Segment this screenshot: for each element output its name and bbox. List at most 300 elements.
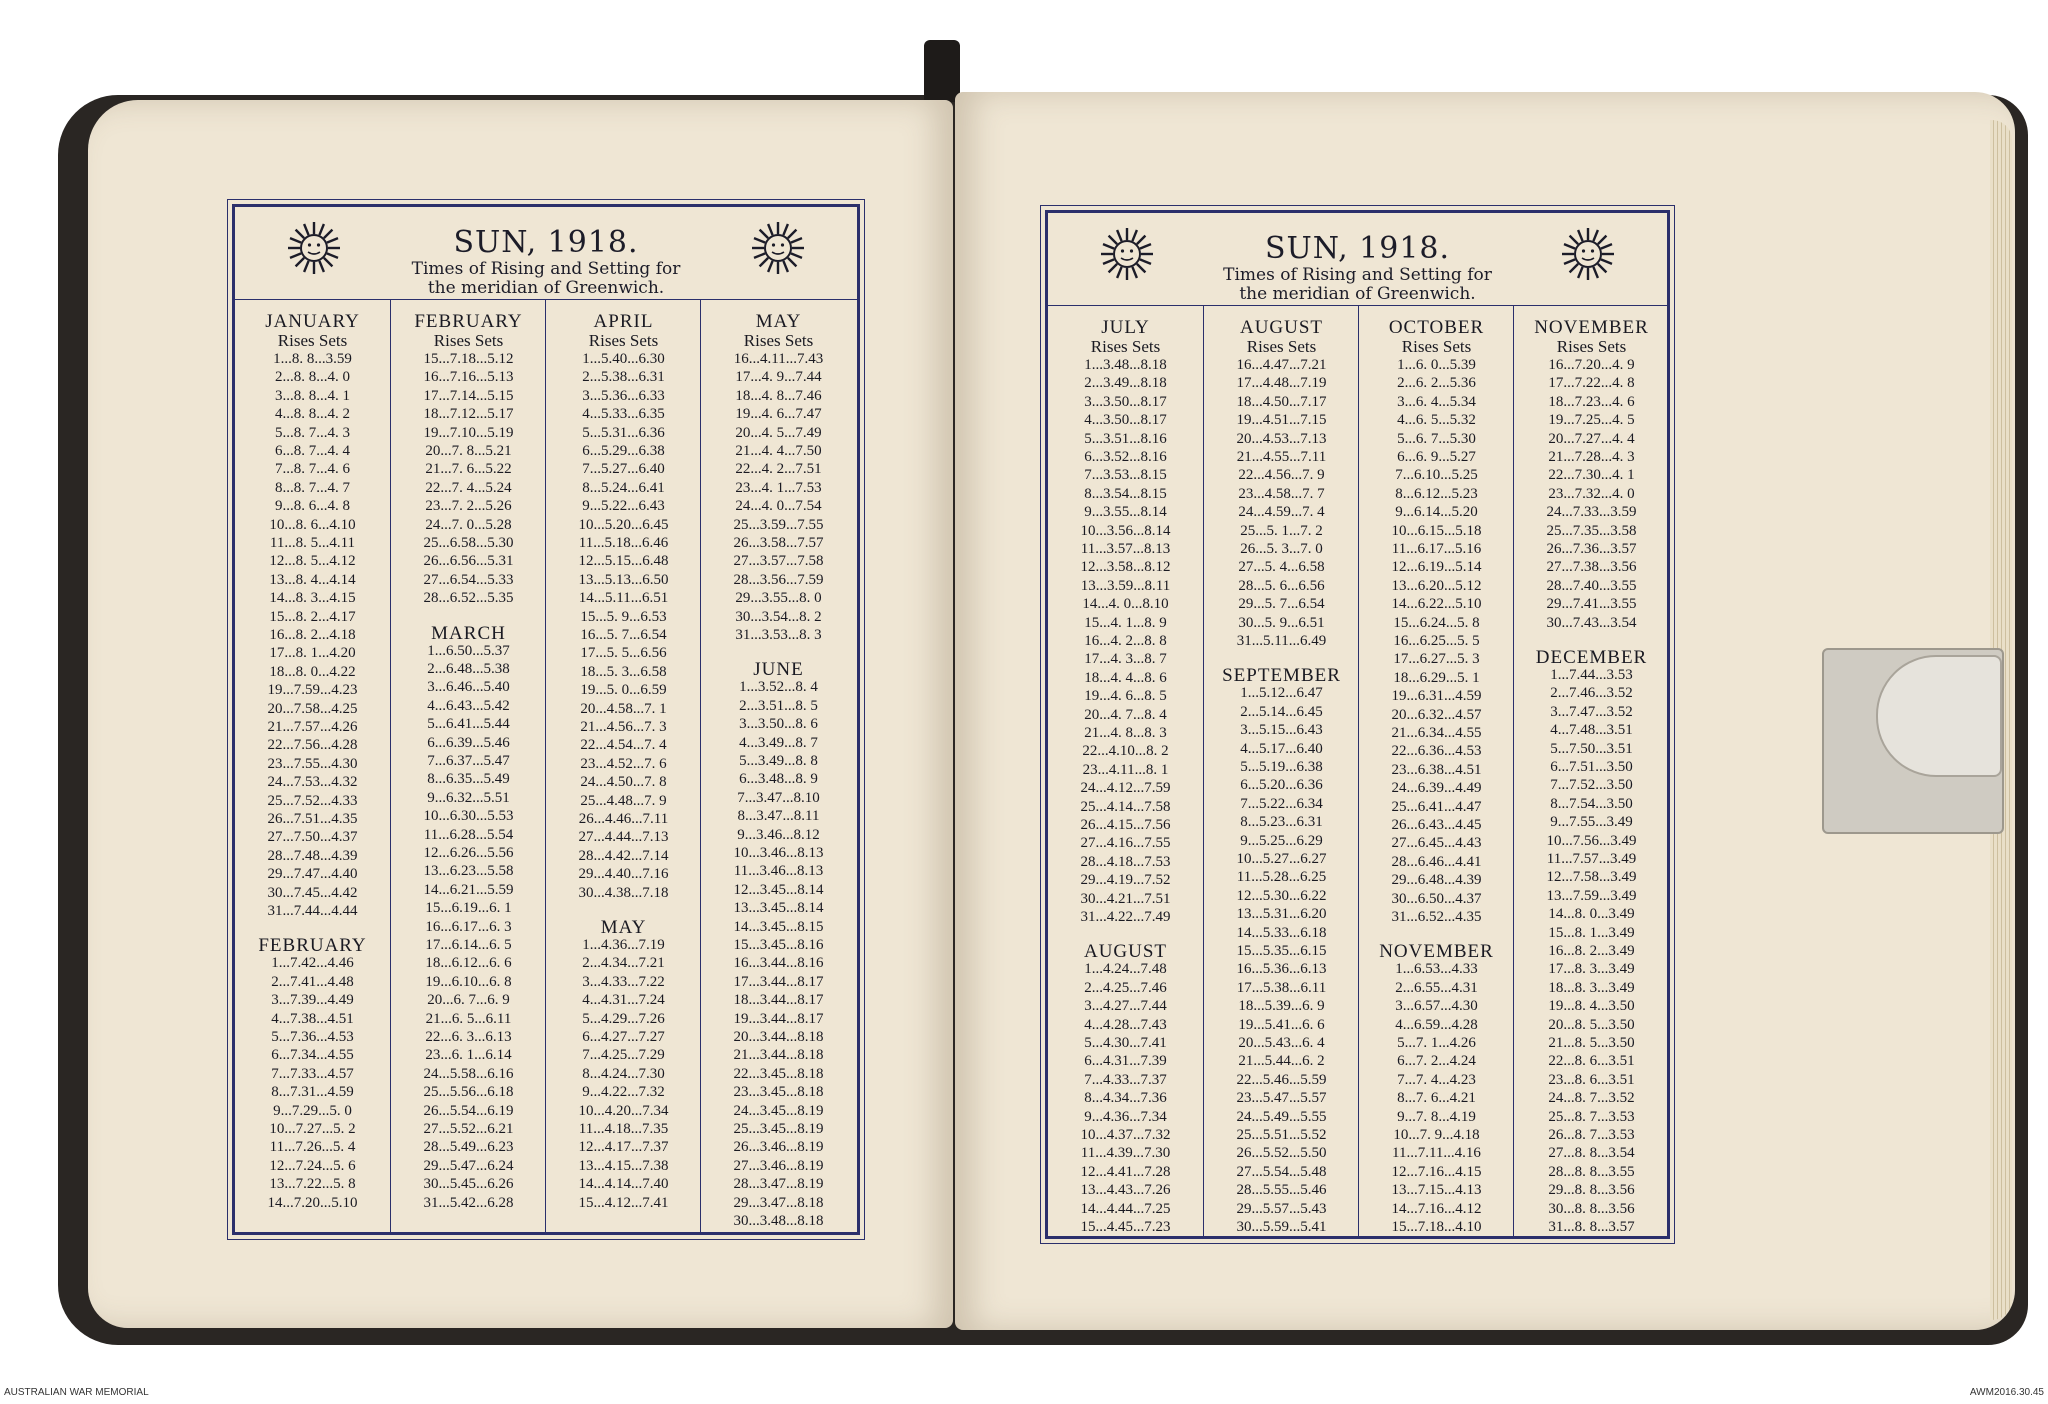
day-row: 12...5.30...6.22 bbox=[1236, 887, 1327, 904]
day-row: 17...3.44...8.17 bbox=[733, 973, 824, 990]
day-row: 15...4.45...7.23 bbox=[1080, 1219, 1171, 1235]
day-row: 26...3.46...8.19 bbox=[733, 1139, 824, 1156]
day-row: 20...7. 8...5.21 bbox=[425, 443, 512, 459]
month-heading: OCTOBER bbox=[1388, 317, 1485, 338]
day-row: 6...3.52...8.16 bbox=[1084, 449, 1167, 465]
day-row: 12...6.19...5.14 bbox=[1391, 559, 1482, 576]
day-row: 7...3.47...8.10 bbox=[737, 789, 820, 806]
day-row: 2...4.25...7.46 bbox=[1084, 979, 1167, 996]
day-row: 27...6.54...5.33 bbox=[423, 571, 514, 588]
day-row: 5...4.29...7.26 bbox=[582, 1010, 665, 1027]
day-row: 6...3.48...8. 9 bbox=[739, 771, 818, 788]
day-row: 17...8. 1...4.20 bbox=[269, 645, 356, 662]
day-row: 11...3.46...8.13 bbox=[733, 863, 824, 880]
day-row: 11...7.57...3.49 bbox=[1546, 851, 1637, 867]
day-row: 27...3.57...7.58 bbox=[733, 553, 824, 570]
day-row: 28...6.52...5.35 bbox=[423, 590, 514, 607]
day-row: 6...7.34...4.55 bbox=[271, 1047, 354, 1064]
day-row: 4...4.28...7.43 bbox=[1084, 1016, 1167, 1033]
table-subtitle: Times of Rising and Setting for bbox=[1223, 265, 1492, 285]
day-row: 18...5. 3...6.58 bbox=[580, 663, 667, 680]
day-row: 10...3.56...8.14 bbox=[1080, 522, 1171, 539]
day-row: 19...6.10...6. 8 bbox=[425, 973, 512, 990]
day-row: 13...4.43...7.26 bbox=[1080, 1182, 1171, 1199]
day-row: 28...7.48...4.39 bbox=[267, 847, 358, 864]
day-row: 21...7. 6...5.22 bbox=[425, 461, 512, 478]
day-row: 27...6.45...4.43 bbox=[1391, 835, 1482, 852]
day-row: 8...8. 7...4. 7 bbox=[275, 479, 350, 496]
day-row: 7...6.37...5.47 bbox=[427, 753, 510, 769]
day-row: 5...6.41...5.44 bbox=[427, 716, 510, 733]
day-row: 30...3.54...8. 2 bbox=[735, 608, 822, 625]
day-row: 21...7.57...4.26 bbox=[267, 719, 358, 735]
rises-sets-label: Rises Sets bbox=[277, 331, 348, 350]
rises-sets-label: Rises Sets bbox=[433, 331, 504, 350]
day-row: 23...6. 1...6.14 bbox=[425, 1047, 512, 1064]
month-heading: NOVEMBER bbox=[1534, 317, 1649, 338]
day-row: 10...5.27...6.27 bbox=[1236, 851, 1327, 867]
day-row: 25...3.59...7.55 bbox=[733, 516, 824, 533]
month-heading: FEBRUARY bbox=[414, 311, 523, 332]
day-row: 4...4.31...7.24 bbox=[582, 992, 665, 1009]
day-row: 3...7.39...4.49 bbox=[271, 992, 354, 1009]
day-row: 17...4. 3...8. 7 bbox=[1084, 651, 1167, 668]
month-column bbox=[1203, 305, 1359, 1236]
day-row: 23...8. 6...3.51 bbox=[1548, 1071, 1635, 1088]
day-row: 27...4.44...7.13 bbox=[578, 829, 669, 846]
day-row: 26...4.15...7.56 bbox=[1080, 817, 1171, 833]
day-row: 6...5.29...6.38 bbox=[582, 443, 665, 459]
day-row: 5...7.50...3.51 bbox=[1550, 740, 1633, 757]
table-title: SUN, 1918. bbox=[1264, 231, 1451, 266]
day-row: 8...3.54...8.15 bbox=[1084, 485, 1167, 502]
day-row: 5...4.30...7.41 bbox=[1084, 1035, 1167, 1051]
day-row: 2...7.46...3.52 bbox=[1550, 685, 1633, 702]
day-row: 8...7.31...4.59 bbox=[271, 1084, 354, 1101]
day-row: 14...7.20...5.10 bbox=[267, 1194, 358, 1211]
day-row: 6...7. 2...4.24 bbox=[1397, 1053, 1476, 1070]
day-row: 13...5.31...6.20 bbox=[1236, 906, 1327, 923]
day-row: 19...7.25...4. 5 bbox=[1548, 412, 1635, 429]
day-row: 20...4. 5...7.49 bbox=[735, 424, 822, 441]
day-row: 26...8. 7...3.53 bbox=[1548, 1127, 1635, 1143]
month-heading: FEBRUARY bbox=[258, 935, 367, 957]
day-row: 7...5.22...6.34 bbox=[1240, 795, 1323, 812]
day-row: 2...4.34...7.21 bbox=[582, 955, 665, 972]
day-row: 21...8. 5...3.50 bbox=[1548, 1035, 1635, 1051]
day-row: 3...5.36...6.33 bbox=[582, 387, 665, 404]
day-row: 4...8. 8...4. 2 bbox=[275, 406, 350, 423]
day-row: 19...7.59...4.23 bbox=[267, 682, 358, 699]
day-row: 6...4.31...7.39 bbox=[1084, 1053, 1167, 1070]
day-row: 6...6. 9...5.27 bbox=[1397, 449, 1476, 465]
day-row: 16...3.44...8.16 bbox=[733, 955, 824, 972]
day-row: 5...5.31...6.36 bbox=[582, 424, 665, 441]
day-row: 15...8. 1...3.49 bbox=[1548, 924, 1635, 941]
day-row: 11...6.28...5.54 bbox=[423, 826, 514, 843]
table-title: SUN, 1918. bbox=[453, 225, 639, 260]
day-row: 11...5.18...6.46 bbox=[578, 535, 669, 551]
day-row: 10...7.27...5. 2 bbox=[269, 1121, 356, 1137]
month-heading: NOVEMBER bbox=[1379, 941, 1494, 963]
day-row: 26...4.46...7.11 bbox=[578, 811, 669, 827]
day-row: 17...7.14...5.15 bbox=[423, 387, 514, 404]
rises-sets-label: Rises Sets bbox=[1401, 337, 1472, 356]
day-row: 16...5. 7...6.54 bbox=[580, 627, 667, 643]
day-row: 24...7. 0...5.28 bbox=[425, 516, 512, 533]
month-heading: AUGUST bbox=[1083, 941, 1168, 963]
day-row: 1...7.42...4.46 bbox=[271, 955, 354, 972]
day-row: 17...4.48...7.19 bbox=[1236, 375, 1327, 392]
day-row: 23...4.11...8. 1 bbox=[1082, 761, 1169, 778]
day-row: 3...3.50...8.17 bbox=[1084, 393, 1167, 410]
day-row: 22...5.46...5.59 bbox=[1236, 1071, 1327, 1088]
day-row: 24...7.53...4.32 bbox=[267, 774, 358, 791]
day-row: 22...8. 6...3.51 bbox=[1548, 1053, 1635, 1070]
day-row: 22...3.45...8.18 bbox=[733, 1065, 824, 1082]
day-row: 6...8. 7...4. 4 bbox=[275, 443, 350, 459]
sun-table-right bbox=[1045, 210, 1670, 1239]
day-row: 18...8. 0...4.22 bbox=[269, 663, 356, 680]
day-row: 10...5.20...6.45 bbox=[578, 516, 669, 533]
day-row: 28...5. 6...6.56 bbox=[1238, 577, 1325, 594]
day-row: 20...4. 7...8. 4 bbox=[1084, 706, 1167, 723]
day-row: 11...4.18...7.35 bbox=[578, 1121, 669, 1137]
day-row: 21...5.44...6. 2 bbox=[1238, 1053, 1325, 1070]
day-row: 22...4.56...7. 9 bbox=[1238, 467, 1325, 484]
day-row: 27...5.52...6.21 bbox=[423, 1121, 514, 1137]
day-row: 7...7.52...3.50 bbox=[1550, 777, 1633, 794]
day-row: 11...6.17...5.16 bbox=[1391, 541, 1482, 557]
day-row: 30...3.48...8.18 bbox=[733, 1213, 824, 1229]
day-row: 27...5.54...5.48 bbox=[1236, 1163, 1327, 1180]
day-row: 3...6. 4...5.34 bbox=[1397, 393, 1476, 410]
day-row: 3...5.15...6.43 bbox=[1240, 722, 1323, 739]
day-row: 6...6.39...5.46 bbox=[427, 734, 510, 751]
day-row: 30...8. 8...3.56 bbox=[1548, 1200, 1635, 1217]
bookmark-ribbon bbox=[924, 40, 960, 102]
day-row: 20...6.32...4.57 bbox=[1391, 706, 1482, 723]
day-row: 16...7.20...4. 9 bbox=[1548, 357, 1635, 373]
clasp-knob bbox=[1876, 655, 2002, 777]
day-row: 22...7.56...4.28 bbox=[267, 737, 358, 754]
day-row: 2...6. 2...5.36 bbox=[1397, 375, 1476, 392]
day-row: 11...3.57...8.13 bbox=[1080, 541, 1171, 557]
day-row: 13...3.59...8.11 bbox=[1080, 577, 1171, 594]
day-row: 16...8. 2...3.49 bbox=[1548, 943, 1635, 959]
day-row: 12...4.17...7.37 bbox=[578, 1139, 669, 1156]
day-row: 12...8. 5...4.12 bbox=[269, 553, 356, 570]
month-heading: MARCH bbox=[431, 622, 506, 644]
day-row: 2...3.51...8. 5 bbox=[739, 697, 818, 714]
day-row: 3...3.50...8. 6 bbox=[739, 716, 818, 733]
day-row: 17...6.27...5. 3 bbox=[1393, 651, 1480, 668]
day-row: 7...5.27...6.40 bbox=[582, 461, 665, 478]
day-row: 16...6.17...6. 3 bbox=[425, 918, 512, 935]
day-row: 12...4.41...7.28 bbox=[1080, 1163, 1171, 1180]
day-row: 11...4.39...7.30 bbox=[1080, 1145, 1171, 1162]
day-row: 31...5.42...6.28 bbox=[423, 1194, 514, 1211]
day-row: 26...7.51...4.35 bbox=[267, 811, 358, 827]
day-row: 27...8. 8...3.54 bbox=[1548, 1145, 1635, 1162]
day-row: 9...7. 8...4.19 bbox=[1397, 1108, 1476, 1125]
day-row: 10...3.46...8.13 bbox=[733, 845, 824, 861]
day-row: 3...4.33...7.22 bbox=[582, 973, 665, 990]
day-row: 18...4.50...7.17 bbox=[1236, 393, 1327, 410]
day-row: 10...7.56...3.49 bbox=[1546, 832, 1637, 849]
day-row: 19...4. 6...8. 5 bbox=[1084, 688, 1167, 705]
day-row: 30...4.38...7.18 bbox=[578, 884, 669, 901]
day-row: 1...6. 0...5.39 bbox=[1397, 357, 1476, 373]
day-row: 8...6.12...5.23 bbox=[1395, 485, 1478, 502]
day-row: 13...4.15...7.38 bbox=[578, 1157, 669, 1174]
day-row: 20...7.58...4.25 bbox=[267, 700, 358, 717]
day-row: 19...5. 0...6.59 bbox=[580, 682, 667, 699]
day-row: 30...5.59...5.41 bbox=[1236, 1219, 1327, 1235]
day-row: 20...4.53...7.13 bbox=[1236, 430, 1327, 447]
day-row: 25...5.56...6.18 bbox=[423, 1084, 514, 1101]
day-row: 15...4. 1...8. 9 bbox=[1084, 614, 1167, 631]
day-row: 31...8. 8...3.57 bbox=[1548, 1219, 1635, 1235]
month-column bbox=[235, 299, 390, 1232]
day-row: 23...7. 2...5.26 bbox=[425, 498, 512, 515]
day-row: 13...7.59...3.49 bbox=[1546, 887, 1637, 904]
day-row: 23...6.38...4.51 bbox=[1391, 761, 1482, 778]
day-row: 30...7.45...4.42 bbox=[267, 884, 358, 901]
day-row: 18...4. 4...8. 6 bbox=[1084, 669, 1167, 686]
day-row: 9...7.55...3.49 bbox=[1550, 814, 1633, 831]
day-row: 21...4. 4...7.50 bbox=[735, 443, 822, 459]
day-row: 7...4.25...7.29 bbox=[582, 1047, 665, 1064]
day-row: 15...6.19...6. 1 bbox=[425, 900, 512, 917]
day-row: 14...6.22...5.10 bbox=[1391, 596, 1482, 613]
sun-icon bbox=[751, 221, 805, 275]
day-row: 18...3.44...8.17 bbox=[733, 992, 824, 1009]
day-row: 29...5. 7...6.54 bbox=[1238, 596, 1325, 613]
day-row: 24...3.45...8.19 bbox=[733, 1102, 824, 1119]
day-row: 30...5.45...6.26 bbox=[423, 1176, 514, 1193]
day-row: 3...4.27...7.44 bbox=[1084, 998, 1167, 1015]
day-row: 4...6. 5...5.32 bbox=[1397, 412, 1476, 429]
day-row: 8...3.47...8.11 bbox=[737, 808, 820, 825]
sun-table-left bbox=[232, 204, 860, 1235]
month-heading: DECEMBER bbox=[1535, 647, 1648, 668]
day-row: 12...7.16...4.15 bbox=[1391, 1163, 1482, 1180]
day-row: 22...7. 4...5.24 bbox=[425, 479, 512, 496]
day-row: 12...7.58...3.49 bbox=[1546, 869, 1637, 886]
day-row: 25...6.41...4.47 bbox=[1391, 798, 1482, 815]
day-row: 19...4.51...7.15 bbox=[1236, 412, 1327, 429]
day-row: 18...5.39...6. 9 bbox=[1238, 998, 1325, 1015]
day-row: 2...5.38...6.31 bbox=[582, 369, 665, 386]
day-row: 15...8. 2...4.17 bbox=[269, 608, 356, 625]
day-row: 23...4. 1...7.53 bbox=[735, 479, 822, 496]
day-row: 16...8. 2...4.18 bbox=[269, 627, 356, 643]
day-row: 26...6.43...4.45 bbox=[1391, 817, 1482, 833]
day-row: 16...4.11...7.43 bbox=[733, 351, 824, 367]
day-row: 4...7.38...4.51 bbox=[271, 1010, 354, 1027]
month-heading: JUNE bbox=[753, 659, 804, 681]
day-row: 8...4.34...7.36 bbox=[1084, 1090, 1167, 1107]
day-row: 25...6.58...5.30 bbox=[423, 535, 514, 551]
table-subtitle: the meridian of Greenwich. bbox=[427, 278, 665, 298]
day-row: 14...8. 3...4.15 bbox=[269, 590, 356, 607]
day-row: 30...5. 9...6.51 bbox=[1238, 614, 1325, 631]
day-row: 19...8. 4...3.50 bbox=[1548, 998, 1635, 1015]
day-row: 5...6. 7...5.30 bbox=[1397, 430, 1476, 447]
day-row: 25...4.48...7. 9 bbox=[580, 792, 667, 809]
day-row: 25...5. 1...7. 2 bbox=[1240, 522, 1323, 539]
month-heading: JULY bbox=[1101, 317, 1150, 338]
day-row: 10...8. 6...4.10 bbox=[269, 516, 356, 533]
day-row: 14...8. 0...3.49 bbox=[1548, 906, 1635, 923]
day-row: 13...7.22...5. 8 bbox=[269, 1176, 356, 1193]
rises-sets-label: Rises Sets bbox=[1556, 337, 1627, 356]
day-row: 18...7.23...4. 6 bbox=[1548, 393, 1635, 410]
day-row: 21...7.28...4. 3 bbox=[1548, 449, 1635, 465]
day-row: 24...4.12...7.59 bbox=[1080, 780, 1171, 797]
day-row: 29...4.19...7.52 bbox=[1080, 872, 1171, 889]
day-row: 29...7.47...4.40 bbox=[267, 866, 358, 883]
day-row: 14...4.14...7.40 bbox=[578, 1176, 669, 1193]
day-row: 29...3.47...8.18 bbox=[733, 1194, 824, 1211]
sun-icon bbox=[1561, 227, 1615, 281]
day-row: 9...3.55...8.14 bbox=[1084, 504, 1167, 521]
day-row: 28...3.47...8.19 bbox=[733, 1176, 824, 1193]
month-column bbox=[1358, 305, 1514, 1236]
day-row: 20...5.43...6. 4 bbox=[1238, 1035, 1325, 1051]
day-row: 19...7.10...5.19 bbox=[423, 424, 514, 441]
day-row: 25...7.52...4.33 bbox=[267, 792, 358, 809]
month-column bbox=[700, 299, 856, 1232]
day-row: 15...6.24...5. 8 bbox=[1393, 614, 1480, 631]
day-row: 19...6.31...4.59 bbox=[1391, 688, 1482, 705]
day-row: 18...6.12...6. 6 bbox=[425, 955, 512, 972]
day-row: 29...7.41...3.55 bbox=[1546, 596, 1637, 613]
day-row: 21...3.44...8.18 bbox=[733, 1047, 824, 1064]
day-row: 24...4.59...7. 4 bbox=[1238, 504, 1325, 521]
day-row: 11...7.11...4.16 bbox=[1392, 1145, 1481, 1162]
day-row: 14...4.44...7.25 bbox=[1080, 1200, 1171, 1217]
day-row: 13...6.23...5.58 bbox=[423, 863, 514, 880]
month-heading: SEPTEMBER bbox=[1222, 665, 1341, 687]
footer-credit: AUSTRALIAN WAR MEMORIAL bbox=[4, 1387, 149, 1398]
day-row: 1...6.50...5.37 bbox=[427, 642, 510, 659]
day-row: 1...3.52...8. 4 bbox=[739, 679, 818, 696]
rises-sets-label: Rises Sets bbox=[1090, 337, 1161, 356]
rises-sets-label: Rises Sets bbox=[1246, 337, 1317, 356]
day-row: 27...7.38...3.56 bbox=[1546, 559, 1637, 576]
day-row: 27...4.16...7.55 bbox=[1080, 835, 1171, 852]
day-row: 17...6.14...6. 5 bbox=[425, 937, 512, 953]
day-row: 24...6.39...4.49 bbox=[1391, 780, 1482, 797]
day-row: 12...6.26...5.56 bbox=[423, 845, 514, 861]
day-row: 12...7.24...5. 6 bbox=[269, 1157, 356, 1174]
day-row: 28...4.42...7.14 bbox=[578, 847, 669, 864]
day-row: 8...7. 6...4.21 bbox=[1397, 1090, 1476, 1107]
day-row: 26...6.56...5.31 bbox=[423, 553, 514, 570]
day-row: 8...6.35...5.49 bbox=[427, 771, 510, 788]
day-row: 18...4. 8...7.46 bbox=[735, 387, 822, 404]
day-row: 16...5.36...6.13 bbox=[1236, 961, 1327, 978]
day-row: 24...5.49...5.55 bbox=[1236, 1108, 1327, 1125]
day-row: 16...7.16...5.13 bbox=[423, 369, 514, 386]
day-row: 29...5.47...6.24 bbox=[423, 1157, 514, 1174]
table-subtitle: the meridian of Greenwich. bbox=[1239, 284, 1476, 304]
day-row: 19...3.44...8.17 bbox=[733, 1010, 824, 1027]
day-row: 23...5.47...5.57 bbox=[1236, 1090, 1327, 1107]
day-row: 15...3.45...8.16 bbox=[733, 937, 824, 953]
day-row: 2...6.48...5.38 bbox=[427, 661, 510, 677]
day-row: 2...6.55...4.31 bbox=[1395, 979, 1478, 996]
day-row: 7...7.33...4.57 bbox=[271, 1065, 354, 1082]
day-row: 9...5.22...6.43 bbox=[582, 498, 665, 515]
day-row: 21...6. 5...6.11 bbox=[425, 1010, 512, 1027]
day-row: 5...3.51...8.16 bbox=[1084, 430, 1167, 447]
day-row: 8...5.23...6.31 bbox=[1240, 814, 1323, 831]
day-row: 9...3.46...8.12 bbox=[737, 826, 820, 843]
day-row: 27...3.46...8.19 bbox=[733, 1157, 824, 1174]
day-row: 3...7.47...3.52 bbox=[1550, 703, 1633, 720]
footer-accession-number: AWM2016.30.45 bbox=[1969, 1387, 2044, 1398]
day-row: 10...4.37...7.32 bbox=[1080, 1127, 1171, 1143]
month-heading: MAY bbox=[755, 311, 802, 332]
day-row: 18...6.29...5. 1 bbox=[1393, 669, 1480, 686]
day-row: 4...3.50...8.17 bbox=[1084, 412, 1167, 429]
sun-icon bbox=[287, 221, 341, 275]
day-row: 5...8. 7...4. 3 bbox=[275, 424, 350, 441]
day-row: 23...4.52...7. 6 bbox=[580, 755, 667, 772]
day-row: 30...7.43...3.54 bbox=[1546, 614, 1637, 631]
day-row: 26...5.52...5.50 bbox=[1236, 1145, 1327, 1162]
day-row: 26...5. 3...7. 0 bbox=[1240, 541, 1323, 557]
day-row: 22...6.36...4.53 bbox=[1391, 743, 1482, 760]
day-row: 13...7.15...4.13 bbox=[1391, 1182, 1482, 1199]
day-row: 22...4.54...7. 4 bbox=[580, 737, 667, 754]
day-row: 15...4.12...7.41 bbox=[578, 1194, 669, 1211]
day-row: 1...4.24...7.48 bbox=[1084, 961, 1167, 978]
day-row: 17...5.38...6.11 bbox=[1236, 979, 1327, 996]
day-row: 12...5.15...6.48 bbox=[578, 553, 669, 570]
day-row: 22...4.10...8. 2 bbox=[1082, 743, 1169, 760]
rises-sets-label: Rises Sets bbox=[743, 331, 814, 350]
day-row: 24...8. 7...3.52 bbox=[1548, 1090, 1635, 1107]
day-row: 15...5.35...6.15 bbox=[1236, 943, 1327, 959]
day-row: 16...4.47...7.21 bbox=[1236, 357, 1327, 373]
day-row: 16...6.25...5. 5 bbox=[1393, 633, 1480, 649]
day-row: 2...8. 8...4. 0 bbox=[275, 369, 350, 386]
day-row: 19...4. 6...7.47 bbox=[735, 406, 822, 423]
day-row: 7...4.33...7.37 bbox=[1084, 1071, 1167, 1088]
day-row: 3...6.46...5.40 bbox=[427, 679, 510, 696]
day-row: 28...6.46...4.41 bbox=[1391, 853, 1482, 870]
month-heading: APRIL bbox=[593, 311, 654, 332]
day-row: 26...5.54...6.19 bbox=[423, 1102, 514, 1119]
day-row: 15...7.18...4.10 bbox=[1391, 1219, 1482, 1235]
day-row: 10...7. 9...4.18 bbox=[1393, 1127, 1480, 1143]
day-row: 14...3.45...8.15 bbox=[733, 918, 824, 935]
day-row: 7...6.10...5.25 bbox=[1395, 467, 1478, 484]
day-row: 31...6.52...4.35 bbox=[1391, 909, 1482, 925]
day-row: 10...6.30...5.53 bbox=[423, 808, 514, 825]
day-row: 6...5.20...6.36 bbox=[1240, 777, 1323, 794]
day-row: 13...5.13...6.50 bbox=[578, 571, 669, 588]
day-row: 14...6.21...5.59 bbox=[423, 881, 514, 898]
day-row: 17...5. 5...6.56 bbox=[580, 645, 667, 662]
day-row: 19...5.41...6. 6 bbox=[1238, 1016, 1325, 1033]
day-row: 25...8. 7...3.53 bbox=[1548, 1108, 1635, 1125]
day-row: 9...8. 6...4. 8 bbox=[275, 498, 350, 515]
